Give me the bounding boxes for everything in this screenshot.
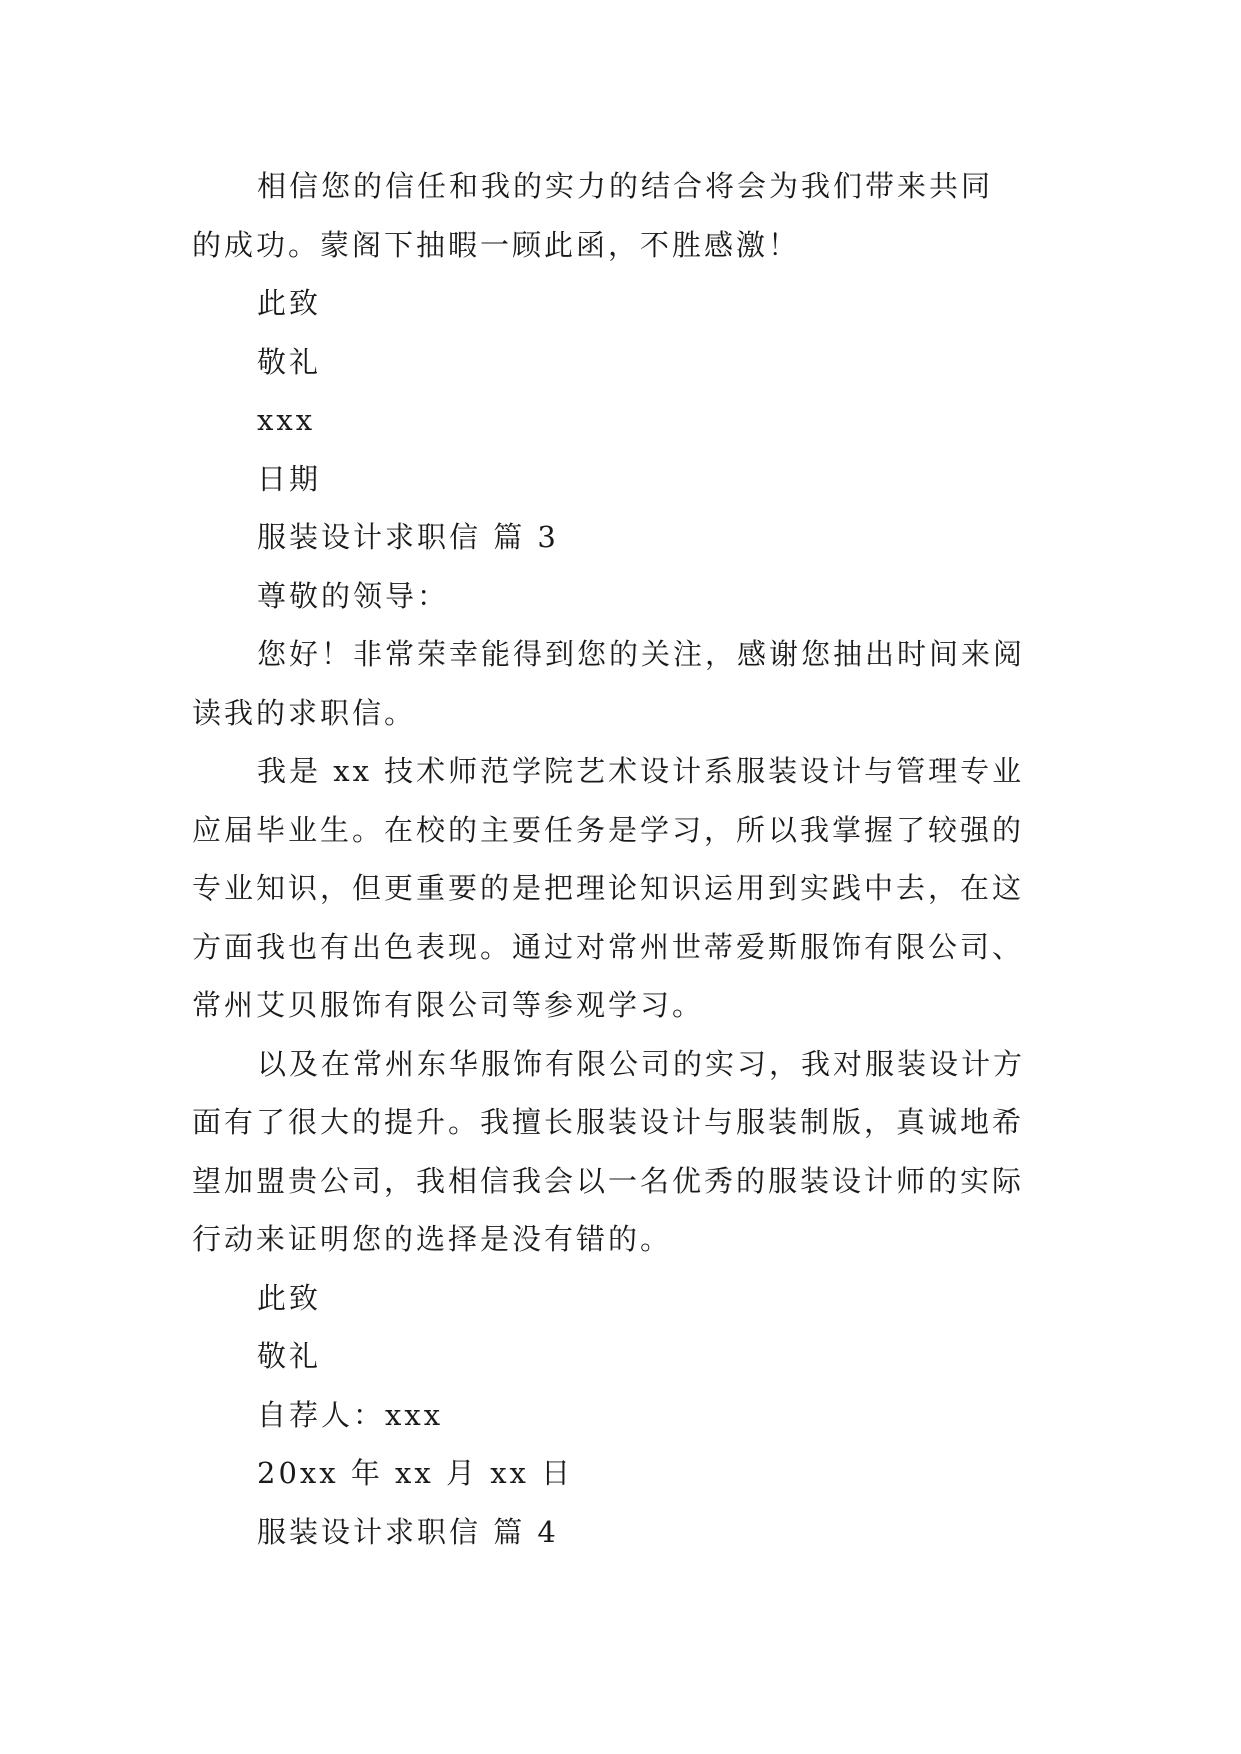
section-heading-3: 服装设计求职信 篇 3 (257, 520, 559, 554)
text-line: 行动来证明您的选择是没有错的。 (192, 1222, 673, 1256)
greeting: 尊敬的领导： (257, 578, 450, 613)
salutation-cizhi: 此致 (257, 286, 322, 320)
signature-date: 20xx 年 xx 月 xx 日 (257, 1456, 574, 1490)
salutation-cizhi: 此致 (257, 1280, 322, 1315)
text-line: 望加盟贵公司，我相信我会以一名优秀的服装设计师的实际 (192, 1163, 1025, 1198)
text-line: 面有了很大的提升。我擅长服装设计与服装制版，真诚地希 (192, 1105, 1025, 1139)
text-line: 专业知识，但更重要的是把理论知识运用到实践中去，在这 (192, 871, 1025, 905)
paragraph-closing-thanks (192, 157, 1047, 274)
paragraph-internship (192, 1035, 1047, 1269)
paragraph-education (192, 742, 1047, 1035)
section-heading-4: 服装设计求职信 篇 4 (257, 1514, 559, 1549)
text-line: 您好！非常荣幸能得到您的关注，感谢您抽出时间来阅 (257, 637, 1026, 671)
signature-date: 日期 (257, 461, 322, 496)
text-line: 以及在常州东华服饰有限公司的实习，我对服装设计方 (257, 1046, 1026, 1081)
text-line: 相信您的信任和我的实力的结合将会为我们带来共同 (257, 169, 994, 203)
paragraph-intro (192, 625, 1047, 742)
text-line: 常州艾贝服饰有限公司等参观学习。 (192, 988, 705, 1022)
text-line: 我是 xx 技术师范学院艺术设计系服装设计与管理专业 (257, 754, 1025, 788)
letter-body (192, 157, 1047, 1561)
text-line: 应届毕业生。在校的主要任务是学习，所以我掌握了较强的 (192, 812, 1025, 847)
text-line: 读我的求职信。 (192, 695, 417, 730)
salutation-jingli: 敬礼 (257, 1339, 322, 1373)
signature-name: 自荐人：xxx (257, 1397, 444, 1432)
text-line: 的成功。蒙阁下抽暇一顾此函，不胜感激！ (192, 227, 801, 262)
salutation-jingli: 敬礼 (257, 344, 322, 379)
signature-name: xxx (257, 403, 316, 437)
text-line: 方面我也有出色表现。通过对常州世蒂爱斯服饰有限公司、 (192, 929, 1025, 964)
